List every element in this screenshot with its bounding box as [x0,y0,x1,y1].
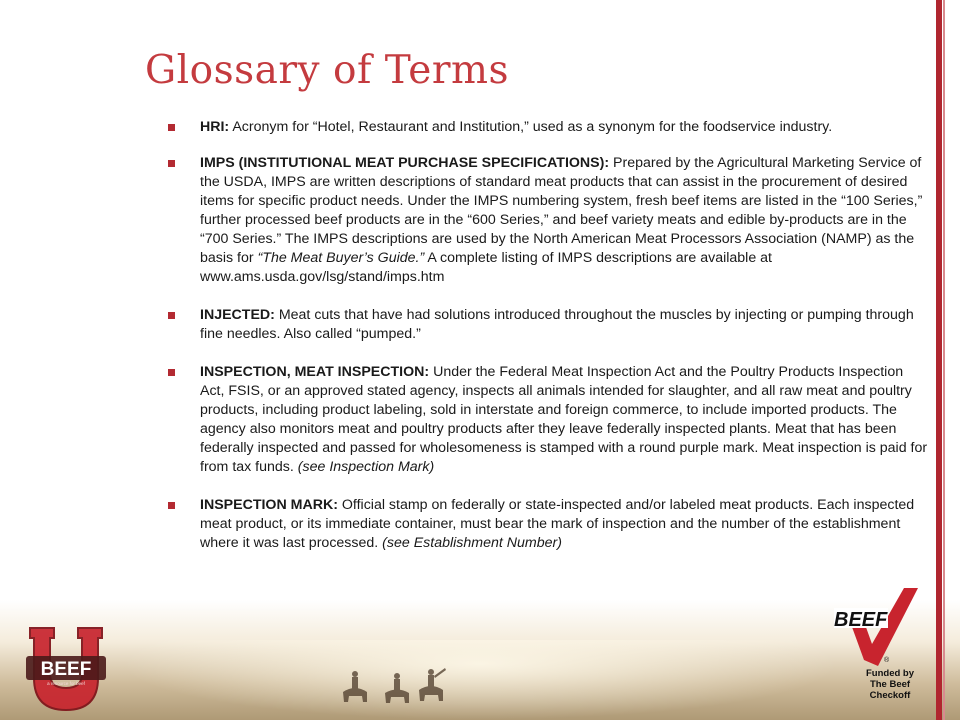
right-border-stripe-light [943,0,945,720]
glossary-definition: Acronym for “Hotel, Restaurant and Institution,” used as a synonym for the foodservice industry. [229,119,833,135]
square-bullet-icon [168,312,175,319]
horse-riders-silhouette [335,662,455,712]
page-title: Glossary of Terms [145,48,509,93]
square-bullet-icon [168,160,175,167]
glossary-definition: “The Meat Buyer’s Guide.” [257,250,425,266]
right-border-stripe [936,0,942,720]
glossary-definition: Meat cuts that have had solutions introduced throughout the muscles by injecting or pumping through fine needles. Also called “pumped.” [200,307,914,342]
glossary-list [168,118,928,553]
beef-u-logo-text: BEEF [40,659,92,680]
glossary-entry [168,496,928,553]
glossary-definition: Under the Federal Meat Inspection Act and the Poultry Products Inspection Act, FSIS, or an approved stated agency, inspects all animals intended for slaughter, and all raw meat and poultry products, including product labeling, sold in interstate and foreign commerce, to include imported products. The agency also monitors meat and poultry products after they leave federally inspected plants. Meat that has been federally inspected and passed for wholesomeness is stamped with a round purple mark. Meat inspection is paid for from tax funds. [200,364,928,475]
glossary-definition: Official stamp on federally or state-inspected and/or labeled meat products. Each inspected meat product, or its immediate container, must bear the mark of inspection and the number of the establishment where it was last processed. [200,497,915,551]
caption-line: Checkoff [869,690,911,701]
glossary-term: IMPS (INSTITUTIONAL MEAT PURCHASE SPECIFICATIONS): [200,155,610,171]
beef-u-logo-tagline: a resource for beef [47,681,85,686]
glossary-definition: A complete listing of IMPS descriptions are available at www.ams.usda.gov/lsg/stand/imps.htm [200,250,772,285]
background-haze [120,640,840,720]
funded-by-caption [860,668,920,701]
glossary-entry [168,118,928,137]
beef-u-logo [20,624,112,720]
glossary-term: INSPECTION, MEAT INSPECTION: [200,364,430,380]
glossary-term: INSPECTION MARK: [200,497,338,513]
glossary-entry [168,154,928,287]
glossary-term: INJECTED: [200,307,275,323]
glossary-definition: (see Inspection Mark) [297,459,435,475]
glossary-definition: Prepared by the Agricultural Marketing Service of the USDA, IMPS are written descriptions of standard meat products that can assist in the procurement of desired items for specific product needs. Under the IMPS numbering system, fresh beef items are listed in the “100 Series,” further processed beef products are in the “600 Series,” and beef variety meats and edible by-products are in the “700 Series.” The IMPS descriptions are used by the North American Meat Processors Association (NAMP) as the basis for [200,155,923,266]
glossary-entry [168,306,928,344]
glossary-term: HRI: [200,119,230,135]
caption-line: The Beef [869,679,911,690]
square-bullet-icon [168,502,175,509]
registered-mark: ® [884,657,890,664]
glossary-entry [168,363,928,477]
square-bullet-icon [168,369,175,376]
caption-line: Funded by [865,668,915,679]
glossary-definition: (see Establishment Number) [382,535,562,551]
square-bullet-icon [168,124,175,131]
beef-checkoff-logo-text: BEEF [834,609,888,631]
